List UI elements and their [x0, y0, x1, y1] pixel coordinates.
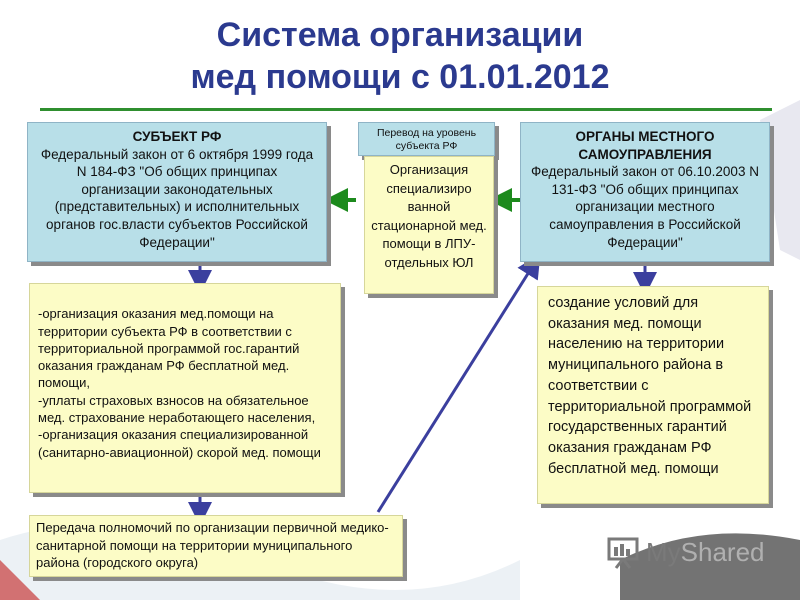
transfer-label-box: [358, 122, 495, 156]
subject-rf-box: [27, 122, 327, 262]
title-line-2: мед помощи с 01.01.2012: [190, 58, 610, 96]
arrow-delegation-to-local: [378, 264, 534, 512]
specialized-care-text: Организация специализиро ванной стационарной мед. помощи в ЛПУ- отдельных ЮЛ: [371, 162, 487, 270]
transfer-label-text: Перевод на уровень субъекта РФ: [376, 127, 477, 152]
myshared-logo: [606, 534, 776, 570]
local-duties-text: создание условий для оказания мед. помощи населению на территории муниципального района в соответствии с территориальной программой государственных гарантий оказания гражданам РФ бесплатной мед. помощи: [548, 295, 752, 477]
subject-duties-text: -организация оказания мед.помощи на территории субъекта РФ в соответствии с территориальной программой гос.гарантий оказания гражданам РФ бесплатной мед. помощи, -уплаты страховых взносов на обязательное мед. страхование неработающего населения, -организация оказания специализированной (санитарно-авиационной) скорой мед. помощи: [38, 306, 321, 460]
specialized-care-box: [364, 156, 494, 294]
delegation-text: Передача полномочий по организации первичной медико-санитарной помощи на территории муниципального района (городского округа): [36, 520, 389, 570]
local-duties-box: [537, 286, 769, 504]
subject-rf-text: Федеральный закон от 6 октября 1999 года N 184-ФЗ "Об общих принципах организации законодательных (представительных) и исполнительных органов гос.власти субъектов Российской Федерации": [40, 146, 314, 250]
logo-text-main: My: [646, 536, 681, 567]
local-government-box: [520, 122, 770, 262]
logo-text-dim: Shared: [680, 536, 765, 567]
local-government-header: ОРГАНЫ МЕСТНОГО САМОУПРАВЛЕНИЯ: [575, 129, 715, 162]
presentation-board-icon: [606, 535, 640, 569]
subject-rf-header: СУБЪЕКТ РФ: [132, 129, 222, 144]
logo-text: [646, 537, 765, 568]
title-line-1: Система организации: [216, 16, 584, 54]
local-government-text: Федеральный закон от 06.10.2003 N 131-ФЗ "Об общих принципах организации местного самоуправления в Российской Федерации": [531, 164, 759, 250]
subject-duties-box: [29, 283, 341, 493]
delegation-box: [29, 515, 403, 577]
